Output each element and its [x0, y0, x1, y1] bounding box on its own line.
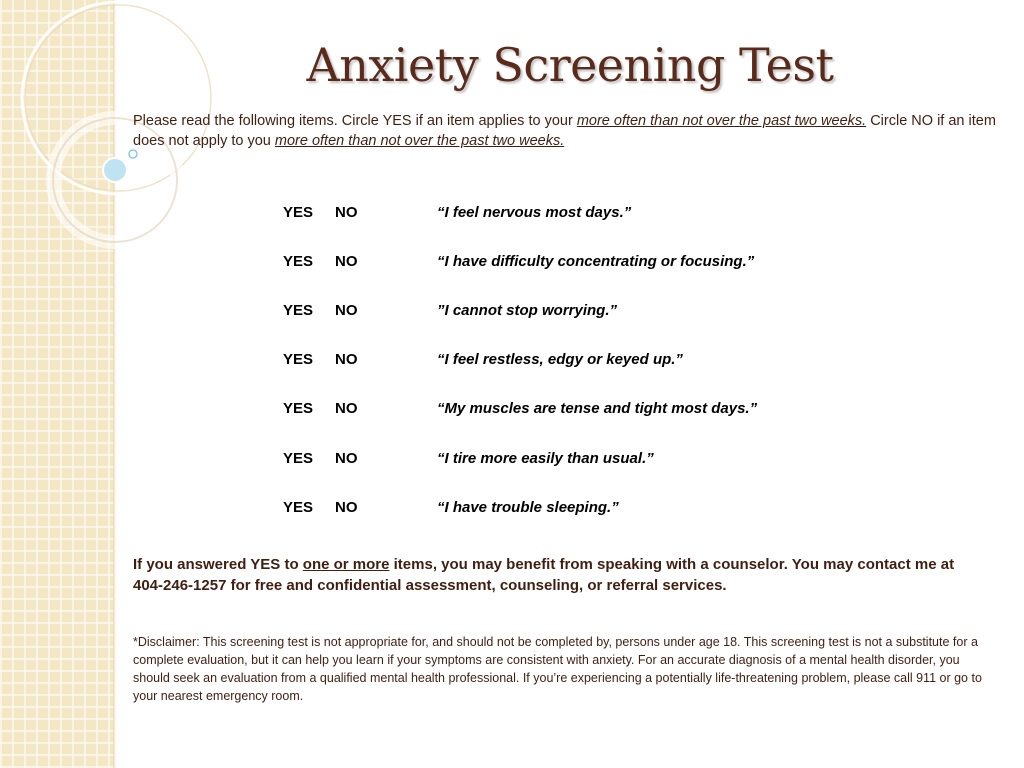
- disclaimer-paragraph: *Disclaimer: This screening test is not appropriate for, and should not be completed by, persons under age 18. This screening test is not a substitute for a complete evaluation, but it can help you learn if your symptoms are consistent with anxiety. For an accurate diagnosis of a mental health disorder, you should seek an evaluation from a qualified mental health professional. If you’re experiencing a potentially life-threatening problem, please call 911 or go to your nearest emergency room.: [133, 635, 982, 703]
- followup-paragraph: [133, 554, 983, 596]
- item-statement: ”I cannot stop worrying.”: [437, 302, 618, 319]
- yes-option[interactable]: YES: [283, 450, 314, 467]
- decorative-circles: [0, 0, 150, 260]
- item-statement: “I have trouble sleeping.”: [437, 499, 619, 516]
- no-option[interactable]: NO: [335, 302, 358, 319]
- instructions-text-2: Circle NO if an item does not apply to you: [133, 113, 996, 149]
- no-option[interactable]: NO: [335, 450, 358, 467]
- yes-option[interactable]: YES: [283, 253, 314, 270]
- item-statement: “My muscles are tense and tight most days.”: [437, 400, 758, 417]
- yes-option[interactable]: YES: [283, 400, 314, 417]
- item-statement: “I tire more easily than usual.”: [437, 450, 654, 467]
- followup-text-2: items, you may benefit from speaking with a counselor. You may contact me at 404-246-1257 for free and confidential assessment, counseling, or referral services.: [133, 556, 955, 594]
- followup-text-1: If you answered YES to: [133, 556, 303, 573]
- item-statement: “I feel nervous most days.”: [437, 204, 632, 221]
- yes-option[interactable]: YES: [283, 499, 314, 516]
- page-title: Anxiety Screening Test: [306, 38, 834, 92]
- no-option[interactable]: NO: [335, 499, 358, 516]
- no-option[interactable]: NO: [335, 253, 358, 270]
- instructions-emphasis-1: more often than not over the past two weeks.: [576, 113, 867, 129]
- no-option[interactable]: NO: [335, 204, 358, 221]
- item-statement: “I feel restless, edgy or keyed up.”: [437, 351, 683, 368]
- no-option[interactable]: NO: [335, 400, 358, 417]
- instructions-text-1: Please read the following items. Circle YES if an item applies to your: [133, 113, 577, 129]
- instructions-emphasis-2: more often than not over the past two weeks.: [274, 133, 565, 149]
- no-option[interactable]: NO: [335, 351, 358, 368]
- yes-option[interactable]: YES: [283, 302, 314, 319]
- yes-option[interactable]: YES: [283, 204, 314, 221]
- instructions-paragraph: [133, 111, 1001, 151]
- followup-emphasis: one or more: [302, 556, 390, 573]
- yes-option[interactable]: YES: [283, 351, 314, 368]
- item-statement: “I have difficulty concentrating or focusing.”: [437, 253, 755, 270]
